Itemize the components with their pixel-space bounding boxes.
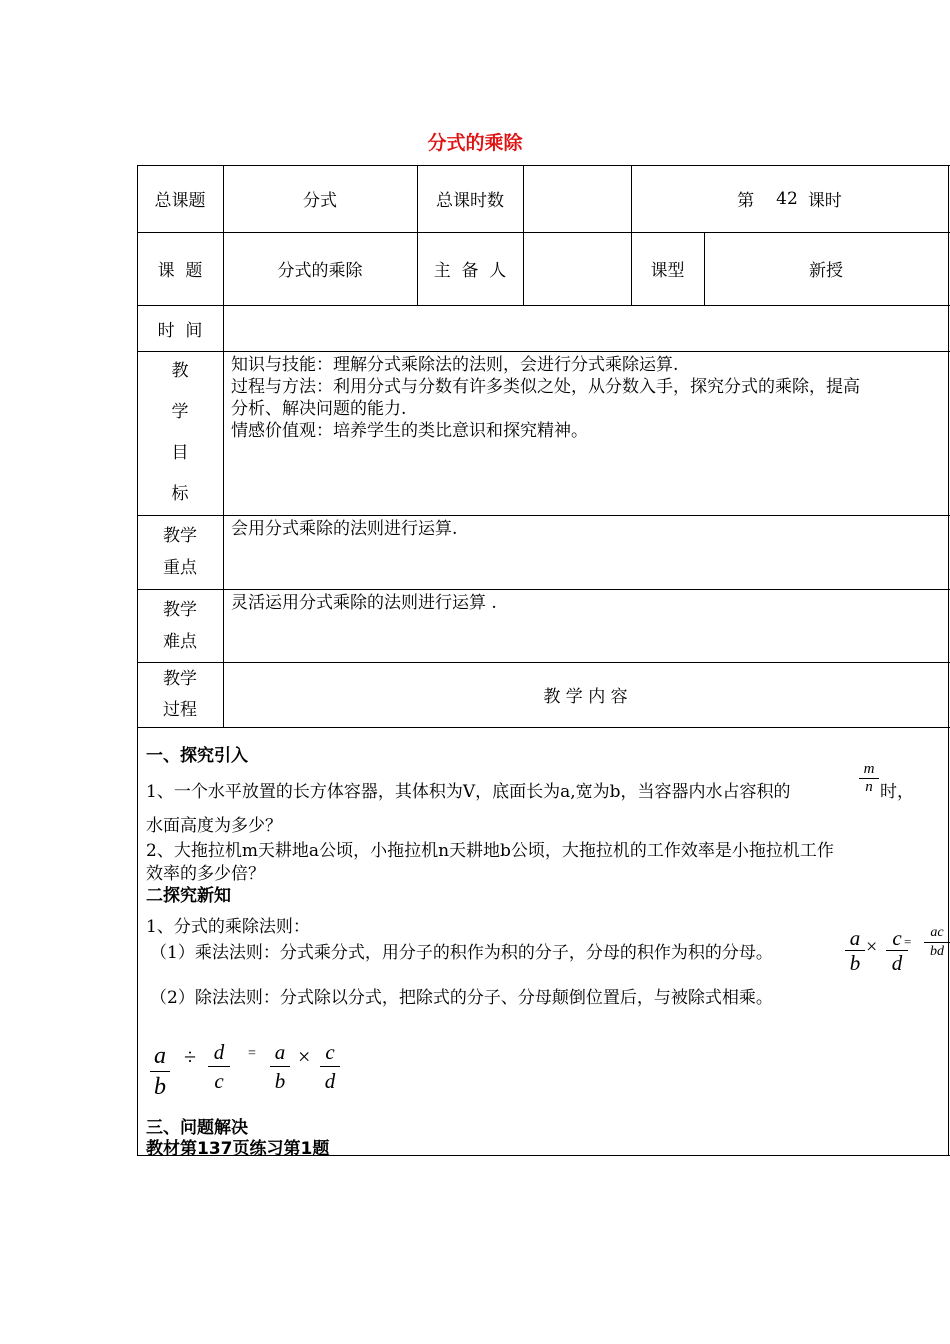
focus-label-line: 教学 — [163, 526, 197, 546]
goals-label-char: 标 — [171, 484, 189, 504]
goal-line: 情感价值观：培养学生的类比意识和探究精神。 — [231, 421, 588, 441]
formula1-a: a — [849, 926, 861, 950]
teaching-content-header: 教 学 内 容 — [543, 687, 628, 707]
process-label-line: 教学 — [163, 668, 197, 689]
question-2-line-1: 2、大拖拉机m天耕地a公顷，小拖拉机n天耕地b公顷，大拖拉机的工作效率是小拖拉机工作 — [146, 841, 834, 861]
formula2-b: b — [150, 1071, 170, 1102]
rule-intro: 1、分式的乘除法则： — [146, 917, 310, 937]
teaching-difficulty-text: 灵活运用分式乘除的法则进行运算 . — [231, 593, 497, 613]
formula1-d: d — [886, 950, 908, 975]
formula1-ac: ac — [930, 925, 944, 940]
formula2-fraction-c-d — [320, 1038, 340, 1095]
table-row-divider — [137, 351, 950, 352]
formula1-times-sign: × — [866, 936, 878, 958]
formula2-b-right: b — [270, 1066, 290, 1095]
goal-line: 知识与技能：理解分式乘除法的法则，会进行分式乘除运算. — [231, 355, 679, 375]
formula2-c-right: c — [325, 1040, 335, 1064]
difficulty-label-line: 难点 — [163, 631, 197, 652]
formula2-divide-sign: ÷ — [184, 1044, 197, 1069]
time-value — [223, 305, 948, 351]
teaching-goals-label — [137, 351, 223, 515]
question-1-time: 时， — [880, 782, 914, 802]
page-title: 分式的乘除 — [427, 132, 523, 154]
goal-line: 分析、解决问题的能力. — [231, 399, 407, 419]
formula2-fraction-a-b — [150, 1041, 170, 1102]
teaching-difficulty-label — [137, 589, 223, 662]
multiplication-rule: （1）乘法法则：分式乘分式，用分子的积作为积的分子，分母的积作为积的分母。 — [150, 943, 773, 963]
table-border-right — [948, 165, 949, 1155]
lesson-type-value: 新授 — [809, 261, 843, 281]
preparer-value — [523, 232, 631, 305]
teaching-focus-label — [137, 515, 223, 589]
time-label: 时 间 — [157, 320, 203, 341]
question-1-line-2: 水面高度为多少？ — [146, 816, 282, 836]
preparer-label: 主 备 人 — [433, 261, 507, 281]
formula1-equals-sign: = — [904, 934, 912, 949]
focus-label-line: 重点 — [163, 558, 197, 578]
formula2-a-right: a — [274, 1040, 286, 1064]
fraction-denominator: n — [859, 778, 879, 796]
question-2-line-2: 效率的多少倍？ — [146, 864, 265, 884]
table-row-divider — [137, 727, 950, 728]
formula2-equals-sign: = — [248, 1046, 256, 1061]
total-hours-label: 总课时数 — [436, 191, 504, 211]
lesson-no: 42 — [776, 188, 798, 209]
lesson-suffix: 课时 — [807, 191, 842, 211]
lesson-type-label: 课型 — [650, 261, 685, 281]
topic-value: 分式的乘除 — [277, 261, 363, 281]
formula1-bd: bd — [924, 942, 950, 961]
goal-line: 过程与方法：利用分式与分数有许多类似之处，从分数入手，探究分式的乘除，提高 — [231, 377, 860, 397]
question-1-line-1: 1、一个水平放置的长方体容器，其体积为V，底面长为a,宽为b，当容器内水占容积的 — [146, 782, 791, 802]
fraction-numerator: m — [863, 761, 875, 777]
fraction-m-over-n — [859, 761, 879, 796]
table-row-divider — [137, 515, 950, 516]
formula2-d: d — [213, 1040, 225, 1064]
goals-label-char: 目 — [171, 443, 189, 463]
teaching-process-label — [137, 662, 223, 727]
textbook-exercise-line: 教材第137页练习第1题 — [146, 1139, 330, 1159]
total-hours-value — [523, 165, 631, 232]
lesson-number — [631, 165, 948, 232]
formula1-c: c — [892, 926, 902, 950]
formula2-a: a — [154, 1043, 166, 1069]
formula1-b: b — [845, 950, 865, 975]
difficulty-label-line: 教学 — [163, 599, 197, 620]
general-topic-label: 总课题 — [154, 191, 206, 211]
goals-label-char: 教 — [171, 361, 189, 381]
formula1-fraction-ac-bd — [924, 924, 950, 961]
formula2-d-right: d — [320, 1066, 340, 1095]
formula2-c: c — [208, 1066, 230, 1095]
table-row-divider — [137, 589, 950, 590]
formula2-times-sign: × — [298, 1044, 311, 1069]
process-label-line: 过程 — [163, 699, 197, 720]
formula2-fraction-d-c — [208, 1038, 230, 1095]
general-topic-value: 分式 — [303, 191, 337, 211]
lesson-prefix: 第 — [737, 191, 755, 211]
topic-label: 课 题 — [157, 261, 203, 281]
teaching-focus-text: 会用分式乘除的法则进行运算. — [231, 519, 458, 539]
teaching-goals-text — [231, 354, 948, 442]
formula1-fraction-a-b — [845, 926, 865, 975]
section-explore-intro-heading: 一、探究引入 — [146, 746, 248, 766]
section-explore-new-heading: 二探究新知 — [146, 886, 231, 906]
goals-label-char: 学 — [171, 402, 189, 422]
section-problem-solving-heading: 三、问题解决 — [146, 1118, 248, 1138]
division-rule: （2）除法法则：分式除以分式，把除式的分子、分母颠倒位置后，与被除式相乘。 — [150, 988, 773, 1008]
formula2-fraction-a-b-right — [270, 1038, 290, 1095]
